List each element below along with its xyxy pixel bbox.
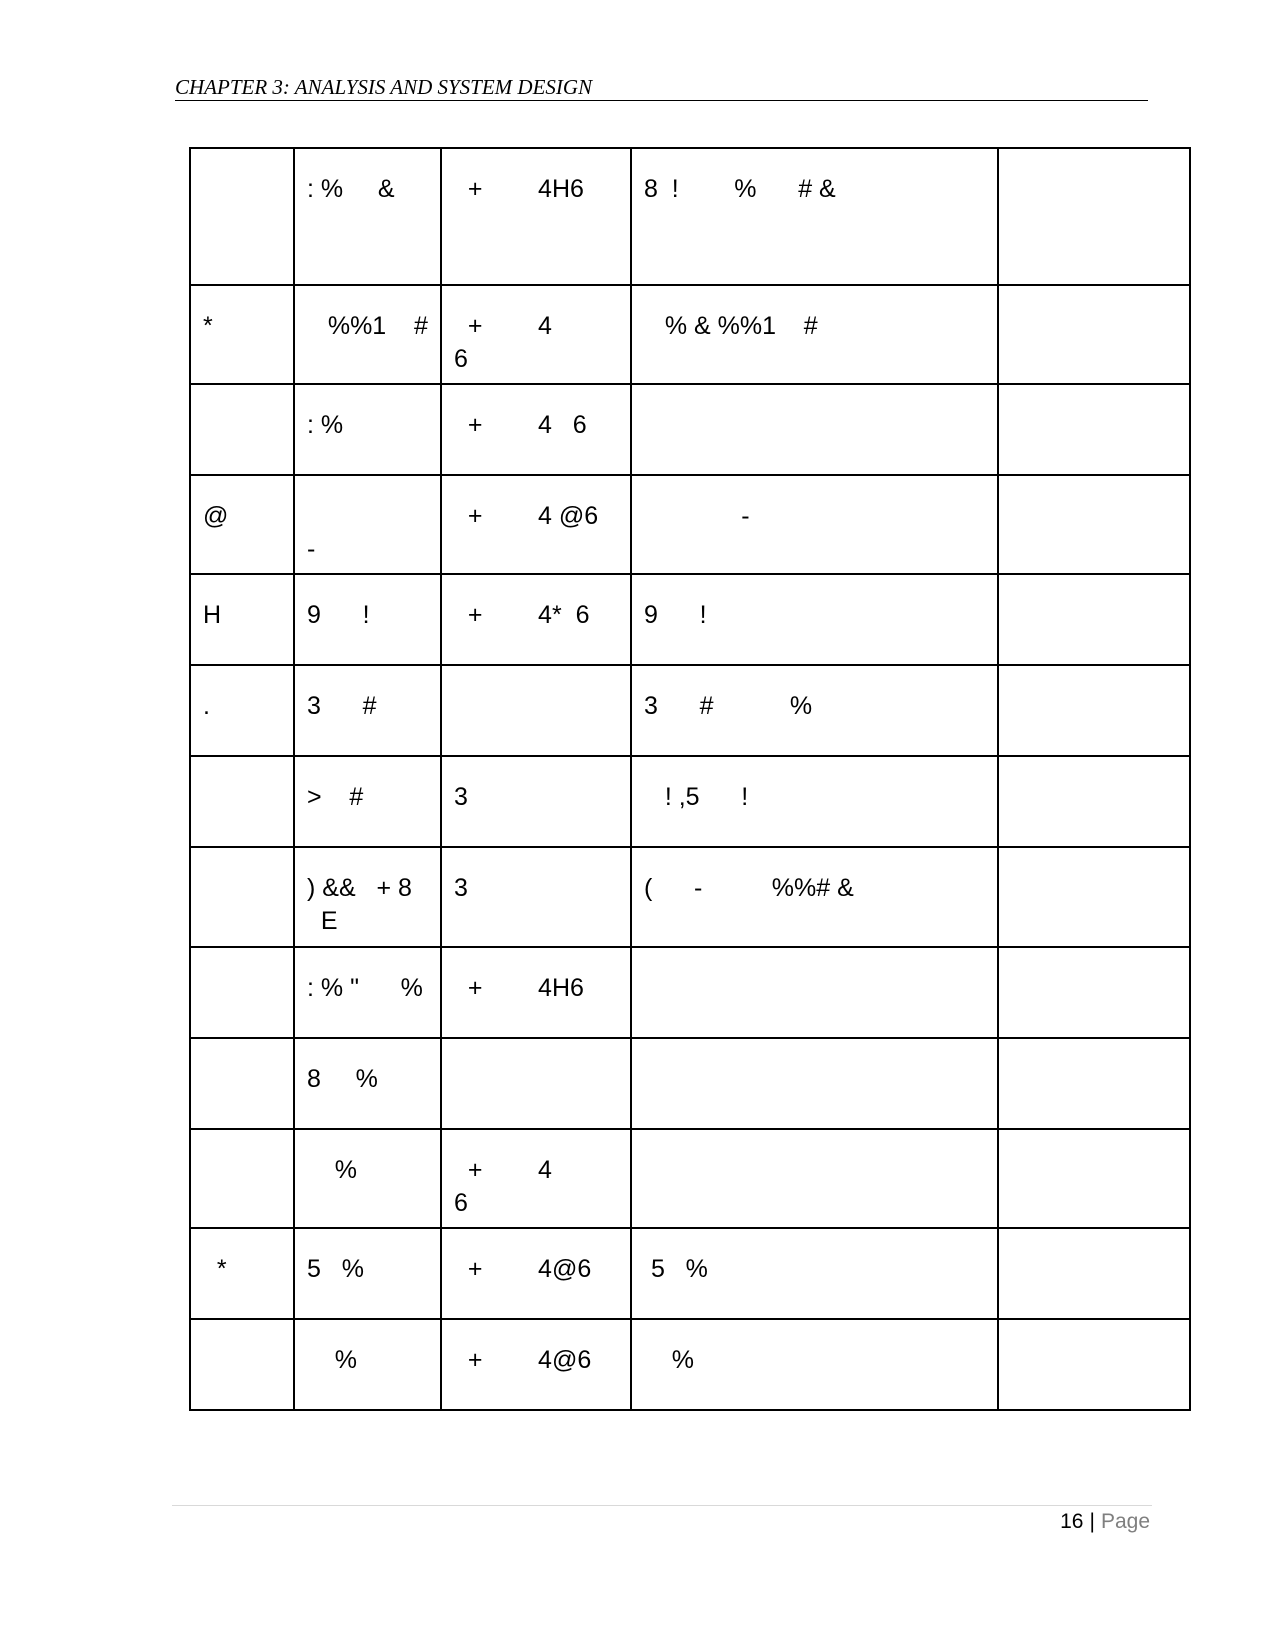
table-row: [190, 756, 1190, 847]
table-row: [190, 947, 1190, 1038]
table-cell: [998, 1129, 1190, 1228]
table-cell: 8 ! % # &: [631, 148, 998, 285]
table-row: [190, 847, 1190, 947]
table-cell: [631, 1129, 998, 1228]
footer-separator: |: [1089, 1510, 1095, 1533]
table-cell: [998, 1319, 1190, 1410]
table-cell: %: [631, 1319, 998, 1410]
table-cell: + 4 6: [441, 384, 631, 475]
table-cell: [190, 384, 294, 475]
footer-rule: [172, 1505, 1152, 1506]
page-label: Page: [1100, 1510, 1150, 1533]
table-cell: + 4 @6: [441, 475, 631, 574]
chapter-header: [175, 74, 1148, 101]
table-cell: [998, 665, 1190, 756]
table-cell: 3 #: [294, 665, 441, 756]
table-cell: [998, 475, 1190, 574]
table-cell: ( - %%# &: [631, 847, 998, 947]
table-cell: 5 %: [294, 1228, 441, 1319]
table-cell: [441, 1038, 631, 1129]
table-cell: .: [190, 665, 294, 756]
table-cell: % & %%1 #: [631, 285, 998, 384]
table-cell: + 4@6: [441, 1228, 631, 1319]
table-cell: 9 !: [294, 574, 441, 665]
table-cell: H: [190, 574, 294, 665]
table-cell: [631, 384, 998, 475]
table-cell: + 4 6: [441, 1129, 631, 1228]
table-cell: 8 %: [294, 1038, 441, 1129]
table-cell: -: [631, 475, 998, 574]
chapter-title: CHAPTER 3: ANALYSIS AND SYSTEM DESIGN: [175, 75, 593, 99]
table-cell: + 4H6: [441, 148, 631, 285]
table-cell: + 4H6: [441, 947, 631, 1038]
page-footer: [1060, 1510, 1150, 1534]
table-cell: : % &: [294, 148, 441, 285]
table-cell: ) && + 8 E: [294, 847, 441, 947]
table-cell: *: [190, 285, 294, 384]
table-cell: ! ,5 !: [631, 756, 998, 847]
table-cell: -: [294, 475, 441, 574]
table-row: [190, 665, 1190, 756]
table-cell: [998, 574, 1190, 665]
table-cell: [998, 285, 1190, 384]
table-cell: [190, 1319, 294, 1410]
table-cell: [998, 1038, 1190, 1129]
table-cell: + 4* 6: [441, 574, 631, 665]
table-cell: @: [190, 475, 294, 574]
spec-table: [189, 147, 1191, 1411]
table-cell: [190, 1038, 294, 1129]
table-cell: [441, 665, 631, 756]
table-row: [190, 1319, 1190, 1410]
spec-table-body: [190, 148, 1190, 1410]
table-row: [190, 574, 1190, 665]
table-cell: 3 # %: [631, 665, 998, 756]
table-cell: [631, 947, 998, 1038]
table-row: [190, 148, 1190, 285]
table-row: [190, 1228, 1190, 1319]
page-number: 16: [1060, 1510, 1084, 1533]
table-cell: > #: [294, 756, 441, 847]
table-cell: 3: [441, 847, 631, 947]
table-row: [190, 475, 1190, 574]
table-cell: [998, 756, 1190, 847]
table-cell: *: [190, 1228, 294, 1319]
table-cell: + 4 6: [441, 285, 631, 384]
table-cell: [190, 756, 294, 847]
table-cell: 5 %: [631, 1228, 998, 1319]
table-row: [190, 285, 1190, 384]
table-cell: [998, 947, 1190, 1038]
table-row: [190, 1038, 1190, 1129]
table-cell: 9 !: [631, 574, 998, 665]
table-cell: %: [294, 1129, 441, 1228]
table-row: [190, 1129, 1190, 1228]
table-cell: [998, 847, 1190, 947]
table-row: [190, 384, 1190, 475]
table-cell: [190, 1129, 294, 1228]
table-cell: + 4@6: [441, 1319, 631, 1410]
table-cell: : % " %: [294, 947, 441, 1038]
table-cell: [998, 384, 1190, 475]
table-cell: %: [294, 1319, 441, 1410]
table-cell: 3: [441, 756, 631, 847]
table-cell: [998, 1228, 1190, 1319]
table-cell: [998, 148, 1190, 285]
table-cell: [190, 148, 294, 285]
table-cell: [631, 1038, 998, 1129]
table-cell: %%1 #: [294, 285, 441, 384]
table-cell: [190, 947, 294, 1038]
table-cell: [190, 847, 294, 947]
table-cell: : %: [294, 384, 441, 475]
